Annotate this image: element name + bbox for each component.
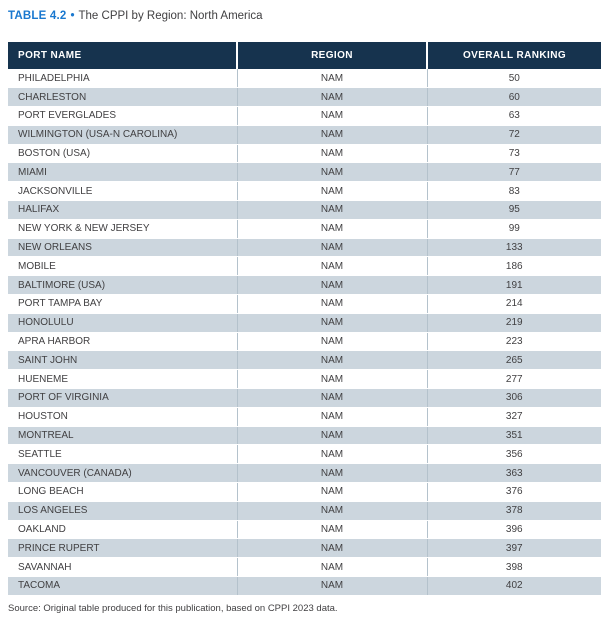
cell-overall-ranking: 50 xyxy=(427,69,601,88)
cell-port-name: SAVANNAH xyxy=(8,558,237,577)
cell-region: NAM xyxy=(237,69,427,88)
cell-port-name: MOBILE xyxy=(8,257,237,276)
table-row xyxy=(8,520,601,539)
cell-port-name: JACKSONVILLE xyxy=(8,182,237,201)
table-title-text: The CPPI by Region: North America xyxy=(78,10,263,22)
cell-region: NAM xyxy=(237,257,427,276)
cell-region: NAM xyxy=(237,483,427,502)
cell-overall-ranking: 306 xyxy=(427,389,601,408)
title-bullet: • xyxy=(70,10,75,22)
cell-overall-ranking: 191 xyxy=(427,276,601,295)
cell-region: NAM xyxy=(237,276,427,295)
cell-region: NAM xyxy=(237,501,427,520)
cell-overall-ranking: 214 xyxy=(427,295,601,314)
cell-overall-ranking: 99 xyxy=(427,219,601,238)
source-note: Source: Original table produced for this publication, based on CPPI 2023 data. xyxy=(8,602,338,614)
cell-overall-ranking: 351 xyxy=(427,426,601,445)
table-row xyxy=(8,88,601,107)
table-row xyxy=(8,313,601,332)
table-row xyxy=(8,276,601,295)
table-row xyxy=(8,163,601,182)
cell-region: NAM xyxy=(237,163,427,182)
table-row xyxy=(8,501,601,520)
cell-port-name: BALTIMORE (USA) xyxy=(8,276,237,295)
cell-region: NAM xyxy=(237,464,427,483)
cell-region: NAM xyxy=(237,107,427,126)
cell-port-name: HUENEME xyxy=(8,370,237,389)
cell-region: NAM xyxy=(237,88,427,107)
column-header-region: REGION xyxy=(237,42,427,69)
cell-port-name: PORT TAMPA BAY xyxy=(8,295,237,314)
cell-region: NAM xyxy=(237,125,427,144)
table-row xyxy=(8,407,601,426)
cell-region: NAM xyxy=(237,351,427,370)
cell-port-name: TACOMA xyxy=(8,577,237,596)
table-row xyxy=(8,370,601,389)
cell-overall-ranking: 95 xyxy=(427,201,601,220)
cell-region: NAM xyxy=(237,577,427,596)
table-row xyxy=(8,351,601,370)
cell-port-name: PHILADELPHIA xyxy=(8,69,237,88)
cell-overall-ranking: 63 xyxy=(427,107,601,126)
cell-region: NAM xyxy=(237,539,427,558)
cell-overall-ranking: 356 xyxy=(427,445,601,464)
cell-region: NAM xyxy=(237,520,427,539)
table-row xyxy=(8,426,601,445)
cell-region: NAM xyxy=(237,219,427,238)
cell-region: NAM xyxy=(237,407,427,426)
cell-port-name: PORT OF VIRGINIA xyxy=(8,389,237,408)
cell-overall-ranking: 363 xyxy=(427,464,601,483)
table-title xyxy=(8,9,601,23)
cell-port-name: BOSTON (USA) xyxy=(8,144,237,163)
cell-port-name: PRINCE RUPERT xyxy=(8,539,237,558)
table-row xyxy=(8,389,601,408)
table-row xyxy=(8,238,601,257)
table-row xyxy=(8,558,601,577)
table-row xyxy=(8,107,601,126)
cell-region: NAM xyxy=(237,201,427,220)
table-row xyxy=(8,539,601,558)
column-header-port-name: PORT NAME xyxy=(8,42,237,69)
cell-port-name: HALIFAX xyxy=(8,201,237,220)
table-row xyxy=(8,295,601,314)
cell-port-name: LOS ANGELES xyxy=(8,501,237,520)
cell-overall-ranking: 223 xyxy=(427,332,601,351)
cell-region: NAM xyxy=(237,426,427,445)
table-header-row xyxy=(8,42,601,69)
cell-port-name: HONOLULU xyxy=(8,313,237,332)
table-body xyxy=(8,69,601,595)
cell-overall-ranking: 396 xyxy=(427,520,601,539)
table-row xyxy=(8,332,601,351)
cell-port-name: CHARLESTON xyxy=(8,88,237,107)
table-row xyxy=(8,464,601,483)
cell-port-name: APRA HARBOR xyxy=(8,332,237,351)
cell-port-name: WILMINGTON (USA-N CAROLINA) xyxy=(8,125,237,144)
cell-port-name: MONTREAL xyxy=(8,426,237,445)
cell-overall-ranking: 219 xyxy=(427,313,601,332)
cell-overall-ranking: 83 xyxy=(427,182,601,201)
cell-port-name: LONG BEACH xyxy=(8,483,237,502)
cell-port-name: OAKLAND xyxy=(8,520,237,539)
cell-overall-ranking: 327 xyxy=(427,407,601,426)
table-row xyxy=(8,69,601,88)
table-row xyxy=(8,577,601,596)
column-header-overall-ranking: OVERALL RANKING xyxy=(427,42,601,69)
cell-region: NAM xyxy=(237,295,427,314)
cell-overall-ranking: 402 xyxy=(427,577,601,596)
table-title-tag: TABLE 4.2 xyxy=(8,10,67,22)
cppi-region-table xyxy=(8,42,601,596)
table-header xyxy=(8,42,601,69)
cell-overall-ranking: 73 xyxy=(427,144,601,163)
cell-region: NAM xyxy=(237,370,427,389)
table-row xyxy=(8,144,601,163)
cell-overall-ranking: 277 xyxy=(427,370,601,389)
table-row xyxy=(8,483,601,502)
cell-region: NAM xyxy=(237,238,427,257)
cell-overall-ranking: 376 xyxy=(427,483,601,502)
cell-overall-ranking: 398 xyxy=(427,558,601,577)
cell-port-name: SEATTLE xyxy=(8,445,237,464)
cell-overall-ranking: 72 xyxy=(427,125,601,144)
cell-region: NAM xyxy=(237,389,427,408)
cell-port-name: VANCOUVER (CANADA) xyxy=(8,464,237,483)
cell-port-name: NEW ORLEANS xyxy=(8,238,237,257)
table-row xyxy=(8,182,601,201)
table-row xyxy=(8,445,601,464)
cell-port-name: HOUSTON xyxy=(8,407,237,426)
cell-port-name: SAINT JOHN xyxy=(8,351,237,370)
table-row xyxy=(8,125,601,144)
cell-region: NAM xyxy=(237,558,427,577)
table-row xyxy=(8,201,601,220)
cell-region: NAM xyxy=(237,144,427,163)
cell-port-name: PORT EVERGLADES xyxy=(8,107,237,126)
cell-region: NAM xyxy=(237,332,427,351)
cell-overall-ranking: 60 xyxy=(427,88,601,107)
cell-overall-ranking: 265 xyxy=(427,351,601,370)
cell-overall-ranking: 133 xyxy=(427,238,601,257)
cell-overall-ranking: 397 xyxy=(427,539,601,558)
cell-overall-ranking: 77 xyxy=(427,163,601,182)
cell-region: NAM xyxy=(237,313,427,332)
cell-region: NAM xyxy=(237,182,427,201)
cell-overall-ranking: 186 xyxy=(427,257,601,276)
table-row xyxy=(8,257,601,276)
cell-overall-ranking: 378 xyxy=(427,501,601,520)
cell-port-name: NEW YORK & NEW JERSEY xyxy=(8,219,237,238)
table-row xyxy=(8,219,601,238)
cell-port-name: MIAMI xyxy=(8,163,237,182)
cell-region: NAM xyxy=(237,445,427,464)
